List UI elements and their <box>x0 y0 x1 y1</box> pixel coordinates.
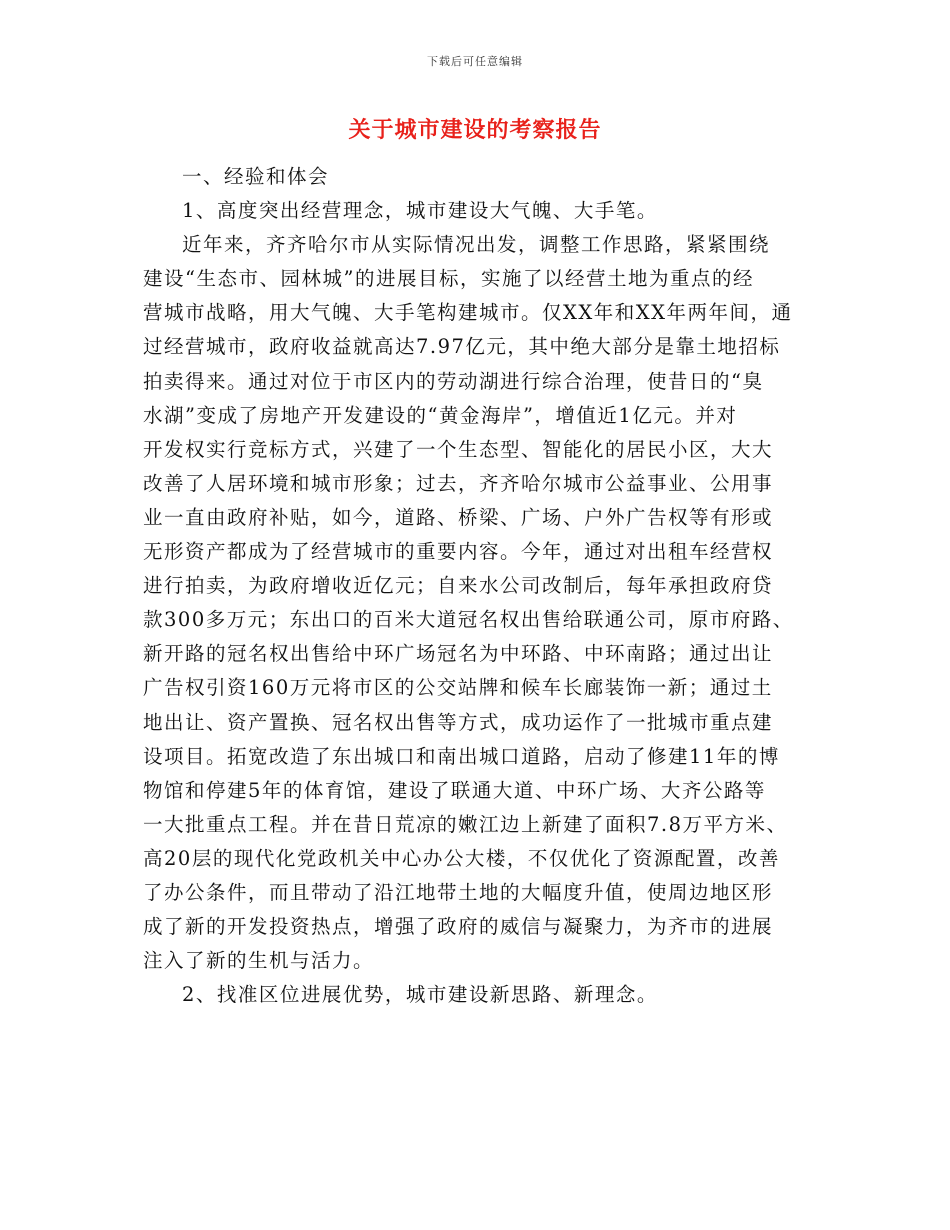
section-heading: 一、经验和体会 <box>182 165 330 188</box>
paragraph-line: 水湖”变成了房地产开发建设的“黄金海岸”，增值近1亿元。并对 <box>143 403 738 427</box>
paragraph-line: 设项目。拓宽改造了东出城口和南出城口道路，启动了修建11年的博 <box>143 744 780 768</box>
paragraph-line: 注入了新的生机与活力。 <box>143 949 375 973</box>
document-title: 关于城市建设的考察报告 <box>348 117 602 143</box>
paragraph-line: 广告权引资160万元将市区的公交站牌和候车长廊装饰一新；通过土 <box>143 676 773 700</box>
paragraph-line: 改善了人居环境和城市形象；过去，齐齐哈尔城市公益事业、公用事 <box>143 471 774 495</box>
paragraph-line: 了办公条件，而且带动了沿江地带土地的大幅度升值，使周边地区形 <box>143 880 774 904</box>
paragraph-line: 无形资产都成为了经营城市的重要内容。今年，通过对出租车经营权 <box>143 540 774 564</box>
point-2-heading: 2、找准区位进展优势，城市建设新思路、新理念。 <box>182 983 658 1007</box>
paragraph-line: 开发权实行竞标方式，兴建了一个生态型、智能化的居民小区，大大 <box>143 437 774 461</box>
paragraph-line: 近年来，齐齐哈尔市从实际情况出发，调整工作思路，紧紧围绕 <box>182 233 771 257</box>
paragraph-line: 物馆和停建5年的体育馆，建设了联通大道、中环广场、大齐公路等 <box>143 778 766 802</box>
document-body <box>143 160 807 1012</box>
paragraph-line: 成了新的开发投资热点，增强了政府的威信与凝聚力，为齐市的进展 <box>143 915 774 939</box>
point-1-heading: 1、高度突出经营理念，城市建设大气魄、大手笔。 <box>182 199 658 223</box>
paragraph-line: 建设“生态市、园林城”的进展目标，实施了以经营土地为重点的经 <box>143 267 754 291</box>
page-header-note: 下载后可任意编辑 <box>427 55 523 68</box>
paragraph-line: 高20层的现代化党政机关中心办公大楼，不仅优化了资源配置，改善 <box>143 846 780 870</box>
paragraph-line: 进行拍卖，为政府增收近亿元；自来水公司改制后，每年承担政府贷 <box>143 574 774 598</box>
paragraph-line: 拍卖得来。通过对位于市区内的劳动湖进行综合治理，使昔日的“臭 <box>143 369 764 393</box>
paragraph-line: 新开路的冠名权出售给中环广场冠名为中环路、中环南路；通过出让 <box>143 642 774 666</box>
paragraph-line: 营城市战略，用大气魄、大手笔构建城市。仅XX年和XX年两年间，通 <box>143 301 793 325</box>
paragraph-line: 地出让、资产置换、冠名权出售等方式，成功运作了一批城市重点建 <box>143 710 774 734</box>
paragraph-line: 过经营城市，政府收益就高达7.97亿元，其中绝大部分是靠土地招标 <box>143 335 781 359</box>
paragraph-line: 业一直由政府补贴，如今，道路、桥梁、广场、户外广告权等有形或 <box>143 505 774 529</box>
paragraph-line: 款300多万元；东出口的百米大道冠名权出售给联通公司，原市府路、 <box>143 608 794 632</box>
paragraph-line: 一大批重点工程。并在昔日荒凉的嫩江边上新建了面积7.8万平方米、 <box>143 812 788 836</box>
point-1-paragraph <box>143 228 807 978</box>
